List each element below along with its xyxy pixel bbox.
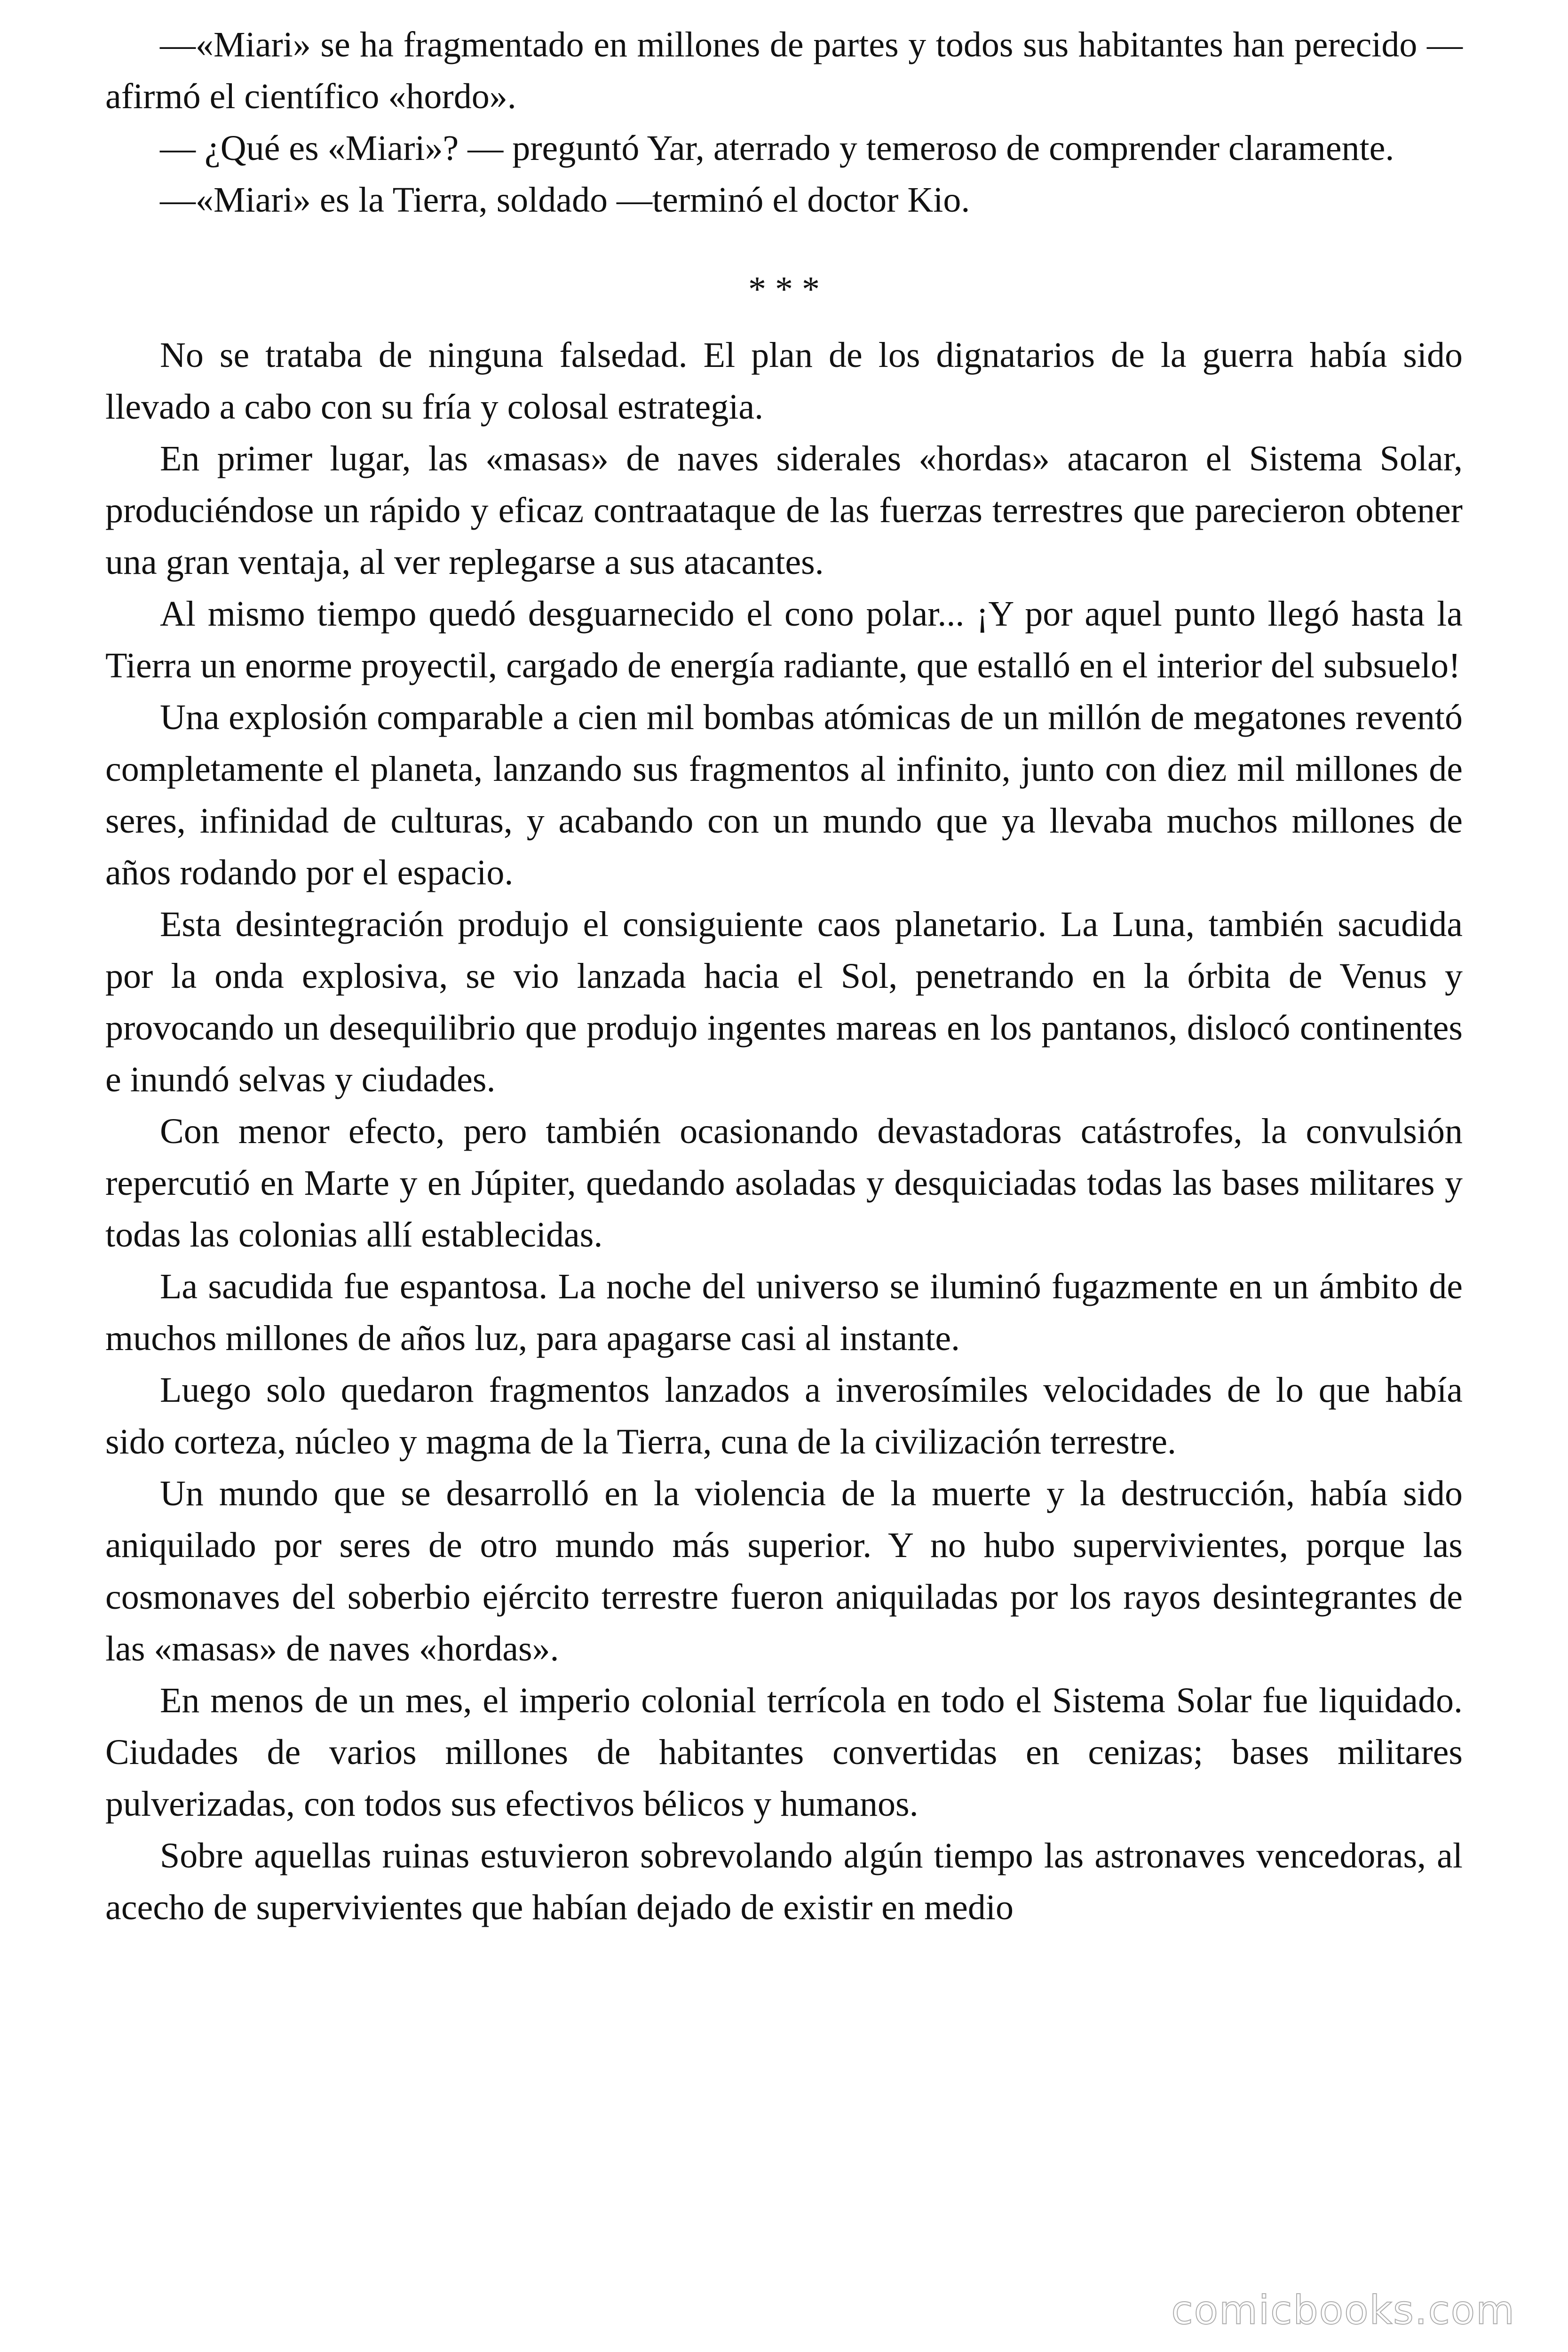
section-separator: * * * [748,270,820,309]
body-paragraph: No se trataba de ninguna falsedad. El plan de los dignatarios de la guerra había sido llevado a cabo con su fría y colosal estrategia. [105,335,1463,427]
body-paragraph: Una explosión comparable a cien mil bombas atómicas de un millón de megatones reventó completamente el planeta, lanzando sus fragmentos al infinito, junto con diez mil millones de seres, infinidad de culturas, y acabando con un mundo que ya llevaba muchos millones de años rodando por el espacio. [105,698,1463,892]
dialogue-paragraph: — ¿Qué es «Miari»? — preguntó Yar, aterrado y temeroso de comprender claramente. [160,128,1394,168]
body-paragraph: Con menor efecto, pero también ocasionando devastadoras catástrofes, la convulsión repercutió en Marte y en Júpiter, quedando asoladas y desquiciadas todas las bases militares y todas las colonias allí establecidas. [105,1112,1463,1255]
body-paragraph: Esta desintegración produjo el consiguiente caos planetario. La Luna, también sacudida por la onda explosiva, se vio lanzada hacia el Sol, penetrando en la órbita de Venus y provocando un desequilibrio que produjo ingentes mareas en los pantanos, dislocó continentes e inundó selvas y ciudades. [105,905,1463,1099]
document-page [105,19,1463,1933]
dialogue-paragraph: —«Miari» es la Tierra, soldado —terminó el doctor Kio. [160,180,970,220]
body-paragraph: Sobre aquellas ruinas estuvieron sobrevolando algún tiempo las astronaves vencedoras, al acecho de supervivientes que habían dejado de existir en medio [105,1836,1463,1927]
body-paragraph: En menos de un mes, el imperio colonial terrícola en todo el Sistema Solar fue liquidado. Ciudades de varios millones de habitantes convertidas en cenizas; bases militares pulverizadas, con todos sus efectivos bélicos y humanos. [105,1681,1463,1824]
dialogue-paragraph: —«Miari» se ha fragmentado en millones de partes y todos sus habitantes han perecido —afirmó el científico «hordo». [105,25,1463,116]
body-paragraph: Un mundo que se desarrolló en la violencia de la muerte y la destrucción, había sido aniquilado por seres de otro mundo más superior. Y no hubo supervivientes, porque las cosmonaves del soberbio ejército terrestre fueron aniquiladas por los rayos desintegrantes de las «masas» de naves «hordas». [105,1474,1463,1669]
body-paragraph: En primer lugar, las «masas» de naves siderales «hordas» atacaron el Sistema Solar, produciéndose un rápido y eficaz contraataque de las fuerzas terrestres que parecieron obtener una gran ventaja, al ver replegarse a sus atacantes. [105,439,1463,582]
body-paragraph: Luego solo quedaron fragmentos lanzados a inverosímiles velocidades de lo que había sido corteza, núcleo y magma de la Tierra, cuna de la civilización terrestre. [105,1370,1463,1462]
body-paragraph: Al mismo tiempo quedó desguarnecido el cono polar... ¡Y por aquel punto llegó hasta la Tierra un enorme proyectil, cargado de energía radiante, que estalló en el interior del subsuelo! [105,594,1463,685]
watermark: comicbooks.com [1171,2287,1515,2333]
body-paragraph: La sacudida fue espantosa. La noche del universo se iluminó fugazmente en un ámbito de muchos millones de años luz, para apagarse casi al instante. [105,1267,1463,1358]
